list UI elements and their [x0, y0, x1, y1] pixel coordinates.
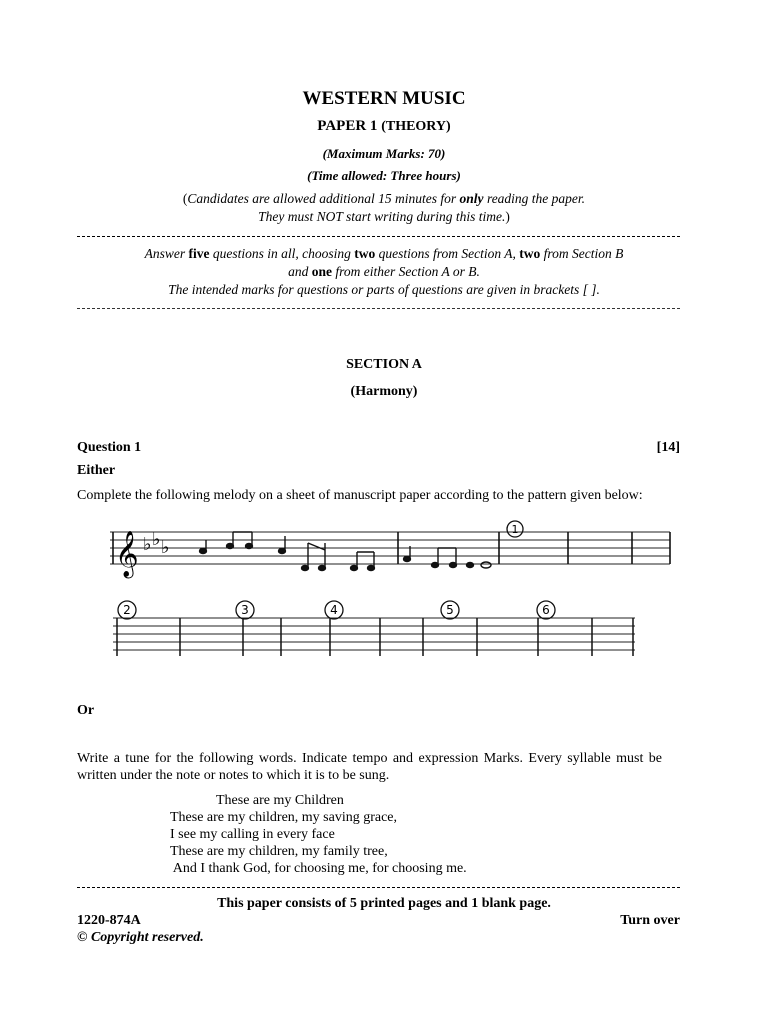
melody-staff-2 [105, 596, 675, 660]
poem-line: These are my children, my saving grace, [170, 810, 398, 825]
note-line2: They must NOT start writing during this time. [258, 209, 506, 224]
poem-title: These are my Children [216, 793, 344, 808]
flat-icon: ♭ [143, 534, 152, 555]
paper-type: (THEORY) [381, 119, 451, 134]
max-marks: (Maximum Marks: 70) [322, 146, 446, 161]
note-line1-c: reading the paper. [483, 191, 586, 206]
note-line1-a: Candidates are allowed additional 15 minutes for [187, 191, 460, 206]
bar-number-3: 3 [241, 603, 249, 617]
instr-2a: and [288, 264, 312, 279]
poem-line: And I thank God, for choosing me, for choosing me. [170, 861, 467, 876]
instr-1g: from Section B [540, 246, 624, 261]
melody-staff-1 [105, 518, 675, 580]
divider-instructions [77, 308, 680, 309]
poem-line: These are my children, my family tree, [170, 844, 388, 859]
paper-code: 1220-874A [77, 913, 141, 928]
instr-1e: questions from Section A, [375, 246, 520, 261]
poem-line: I see my calling in every face [170, 827, 335, 842]
bar-number-6: 6 [542, 603, 550, 617]
either-label: Either [77, 463, 116, 478]
question-marks: [14] [656, 440, 680, 455]
note-line1-b: only [459, 191, 484, 206]
note-head [467, 563, 474, 568]
divider-top [77, 236, 680, 237]
instr-2b: one [311, 264, 332, 279]
question-text: Complete the following melody on a sheet of manuscript paper according to the pattern given below: [77, 488, 643, 503]
bar-number-2: 2 [123, 603, 131, 617]
or-label: Or [77, 703, 95, 718]
poem [170, 792, 467, 877]
note-open-paren: ( [182, 191, 188, 206]
page-count: This paper consists of 5 printed pages and 1 blank page. [217, 896, 551, 911]
half-note [481, 562, 491, 568]
flat-icon: ♭ [161, 537, 170, 558]
turn-over: Turn over [620, 913, 680, 928]
question-label: Question 1 [77, 440, 142, 455]
paper-number: PAPER 1 [317, 118, 382, 134]
instr-1a: Answer [144, 246, 189, 261]
divider-footer [77, 887, 680, 888]
time-allowed: (Time allowed: Three hours) [307, 168, 461, 183]
bar-number-5: 5 [446, 603, 454, 617]
section-title: SECTION A [346, 357, 422, 372]
section-subtitle: (Harmony) [350, 384, 418, 399]
flat-icon: ♭ [152, 529, 161, 550]
note-close-paren: ) [505, 209, 510, 224]
bar-number-1: 1 [511, 523, 519, 536]
instr-1d: two [354, 246, 376, 261]
instr-3: The intended marks for questions or parts of questions are given in brackets [ ]. [168, 282, 600, 297]
instr-1f: two [519, 246, 541, 261]
copyright: © Copyright reserved. [77, 930, 204, 945]
exam-title: WESTERN MUSIC [302, 88, 466, 109]
or-question-text: Write a tune for the following words. Indicate tempo and expression Marks. Every syllable must be written under the note or notes to which it is to be sung. [77, 751, 662, 783]
reading-time-note [0, 190, 768, 226]
instr-2c: from either Section A or B. [332, 264, 480, 279]
paper-title [0, 118, 768, 135]
bar-number-4: 4 [330, 603, 338, 617]
treble-clef-icon: 𝄞 [115, 531, 139, 577]
instr-1c: questions in all, choosing [209, 246, 355, 261]
instr-1b: five [188, 246, 210, 261]
instructions [0, 245, 768, 299]
